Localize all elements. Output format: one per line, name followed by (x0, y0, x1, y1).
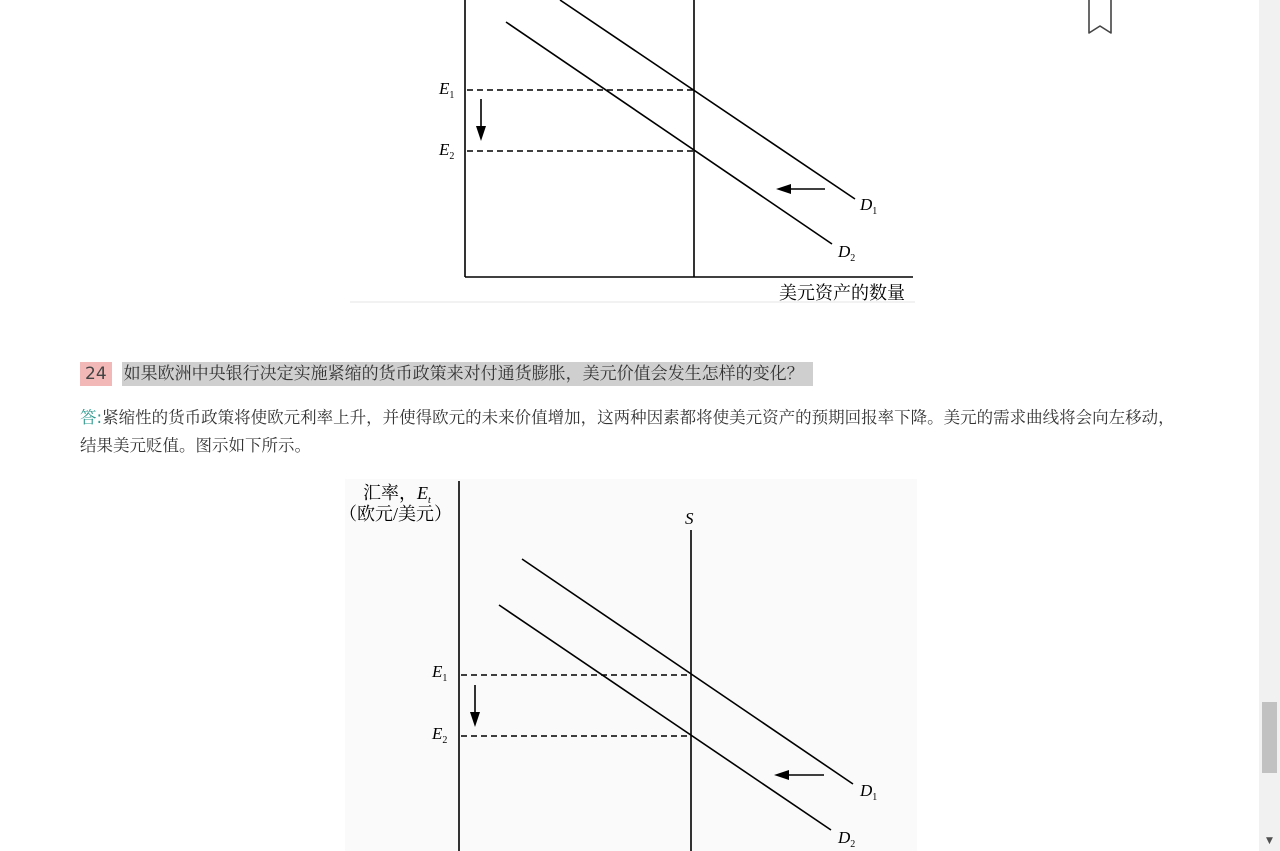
figure-top-demand-shift (350, 0, 915, 305)
left-arrow-icon (774, 770, 824, 780)
left-arrow-icon (776, 184, 825, 194)
label-e2: $E_2$ (432, 724, 448, 746)
label-e2: $E_2$ (439, 140, 455, 162)
vertical-scrollbar[interactable] (1259, 0, 1280, 851)
figure-top-svg (350, 0, 915, 305)
label-d2: $D_2$ (838, 828, 856, 850)
answer-paragraph (80, 404, 1188, 460)
y-axis-label-line2: （欧元/美元） (345, 504, 453, 524)
down-arrow-icon (470, 685, 480, 727)
label-d1: $D_1$ (860, 195, 878, 217)
figure-bottom-svg (345, 479, 917, 851)
figure-bottom-demand-shift (345, 479, 917, 851)
question-24 (80, 361, 813, 386)
label-d1: $D_1$ (860, 781, 878, 803)
scrollbar-thumb[interactable] (1262, 702, 1277, 773)
y-axis-label-line1: 汇率，$E_t$ (363, 483, 431, 506)
demand-curve-d2 (506, 22, 832, 244)
demand-curve-d1 (522, 559, 853, 784)
down-arrow-icon (476, 99, 486, 141)
answer-label: 答: (80, 408, 103, 427)
bookmark-button[interactable] (1087, 0, 1113, 36)
label-e1: $E_1$ (432, 662, 448, 684)
demand-curve-d1 (560, 0, 855, 199)
answer-text: 紧缩性的货币政策将使欧元利率上升，并使得欧元的未来价值增加，这两种因素都将使美元资产的预期回报率下降。美元的需求曲线将会向左移动，结果美元贬值。图示如下所示。 (80, 408, 1175, 455)
label-s: S (685, 509, 694, 528)
question-number-badge: 24 (80, 362, 112, 386)
scroll-down-arrow-icon[interactable]: ▼ (1266, 836, 1273, 846)
label-e1: $E_1$ (439, 79, 455, 101)
label-d2: $D_2$ (838, 242, 856, 264)
bookmark-icon (1087, 0, 1113, 36)
x-axis-label: 美元资产的数量 (779, 283, 905, 303)
demand-curve-d2 (499, 605, 831, 830)
question-text: 如果欧洲中央银行决定实施紧缩的货币政策来对付通货膨胀，美元价值会发生怎样的变化？ (122, 362, 813, 386)
